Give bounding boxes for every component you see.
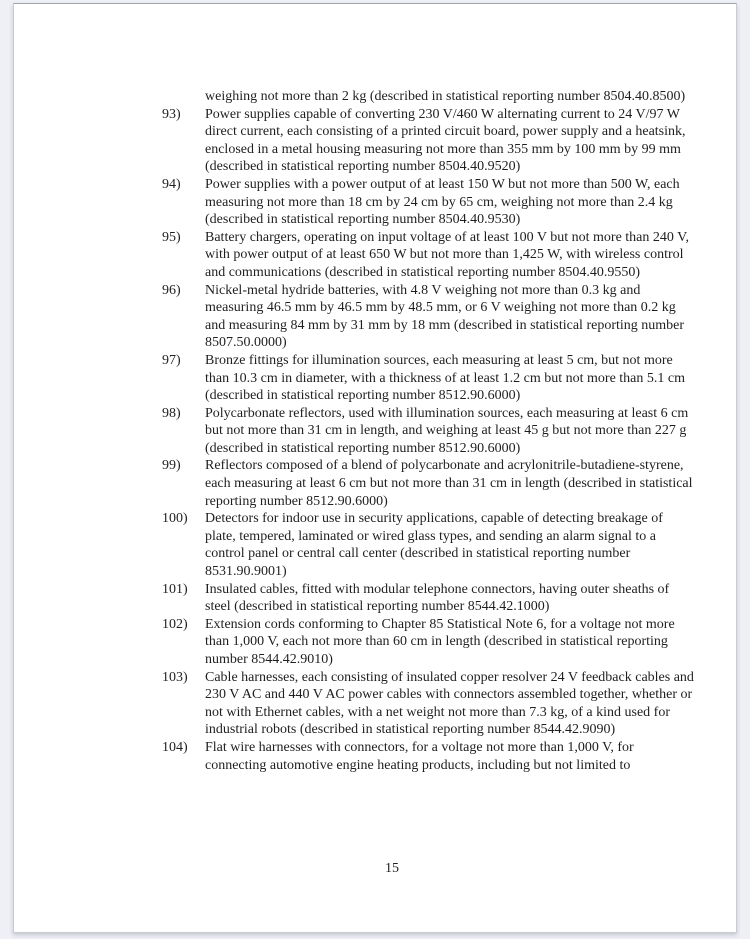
- list-item: [162, 739, 696, 774]
- list-item: [162, 282, 696, 352]
- item-number: 101): [162, 581, 188, 597]
- page-sheet: [13, 3, 737, 933]
- list-item: [162, 669, 696, 739]
- item-text: Cable harnesses, each consisting of insulated copper resolver 24 V feedback cables and 230 V AC and 440 V AC power cables with connectors assembled together, whether or not with Ethernet cables, with a net weight not more than 7.3 kg, of a kind used for industrial robots (described in statistical reporting number 8544.42.9090): [205, 669, 694, 738]
- item-text: Power supplies capable of converting 230 V/460 W alternating current to 24 V/97 W direct current, each consisting of a printed circuit board, power supply and a heatsink, enclosed in a metal housing measuring not more than 355 mm by 100 mm by 99 mm (described in statistical reporting number 8504.40.9520): [205, 106, 686, 175]
- item-number: 99): [162, 458, 181, 474]
- list-item: [162, 229, 696, 282]
- item-text: Polycarbonate reflectors, used with illumination sources, each measuring at least 6 cm but not more than 31 cm in length, and weighing at least 45 g but not more than 227 g (described in statistical reporting number 8512.90.6000): [205, 405, 689, 456]
- page-number: 15: [385, 861, 399, 876]
- list-item: [162, 581, 696, 616]
- item-text: Power supplies with a power output of at least 150 W but not more than 500 W, each measuring not more than 18 cm by 24 cm by 65 cm, weighing not more than 2.4 kg (described in statistical reporting number 8504.40.9530): [205, 176, 680, 228]
- list-item: [162, 457, 696, 510]
- item-text: Nickel-metal hydride batteries, with 4.8 V weighing not more than 0.3 kg and measuring 46.5 mm by 46.5 mm by 48.5 mm, or 6 V weighing not more than 0.2 kg and measuring 84 mm by 31 mm by 18 mm (described in statistical reporting number 8507.50.0000): [205, 282, 685, 351]
- exclusion-list: [162, 88, 696, 774]
- item-text: Detectors for indoor use in security applications, capable of detecting breakage of plate, tempered, laminated or wired glass types, and sending an alarm signal to a control panel or central call center (described in statistical reporting number 8531.90.9001): [205, 511, 663, 580]
- item-text: Flat wire harnesses with connectors, for a voltage not more than 1,000 V, for connecting automotive engine heating products, including but not limited to: [205, 739, 634, 773]
- list-item: [162, 616, 696, 669]
- list-item: [162, 510, 696, 580]
- item-text: Insulated cables, fitted with modular telephone connectors, having outer sheaths of steel (described in statistical reporting number 8544.42.1000): [205, 581, 670, 615]
- item-number: 94): [162, 176, 181, 192]
- item-number: 97): [162, 352, 181, 368]
- list-item: [162, 352, 696, 405]
- item-number: 102): [162, 616, 188, 632]
- item-number: 103): [162, 669, 188, 685]
- list-item: [162, 405, 696, 458]
- list-item: [162, 106, 696, 176]
- item-number: 100): [162, 511, 188, 527]
- item-text: Reflectors composed of a blend of polycarbonate and acrylonitrile-butadiene-styrene, each measuring at least 6 cm but not more than 31 cm in length (described in statistical reporting number 8512.90.6000): [205, 458, 693, 509]
- item-number: 93): [162, 106, 181, 122]
- item-number: 95): [162, 229, 181, 245]
- item-number: 104): [162, 739, 188, 755]
- item-text: Extension cords conforming to Chapter 85 Statistical Note 6, for a voltage not more than 1,000 V, each not more than 60 cm in length (described in statistical reporting number 8544.42.9010): [205, 616, 675, 667]
- item-text: Bronze fittings for illumination sources, each measuring at least 5 cm, but not more than 10.3 cm in diameter, with a thickness of at least 1.2 cm but not more than 5.1 cm (described in statistical reporting number 8512.90.6000): [205, 352, 685, 404]
- list-item: [162, 176, 696, 229]
- item-text: Battery chargers, operating on input voltage of at least 100 V but not more than 240 V, with power output of at least 650 W but not more than 1,425 W, with wireless control and communications (described in statistical reporting number 8504.40.9550): [205, 229, 689, 280]
- continuation-paragraph: weighing not more than 2 kg (described in statistical reporting number 8504.40.8500): [205, 89, 686, 104]
- item-number: 96): [162, 282, 181, 298]
- numbered-item-list: [162, 106, 696, 775]
- item-number: 98): [162, 405, 181, 421]
